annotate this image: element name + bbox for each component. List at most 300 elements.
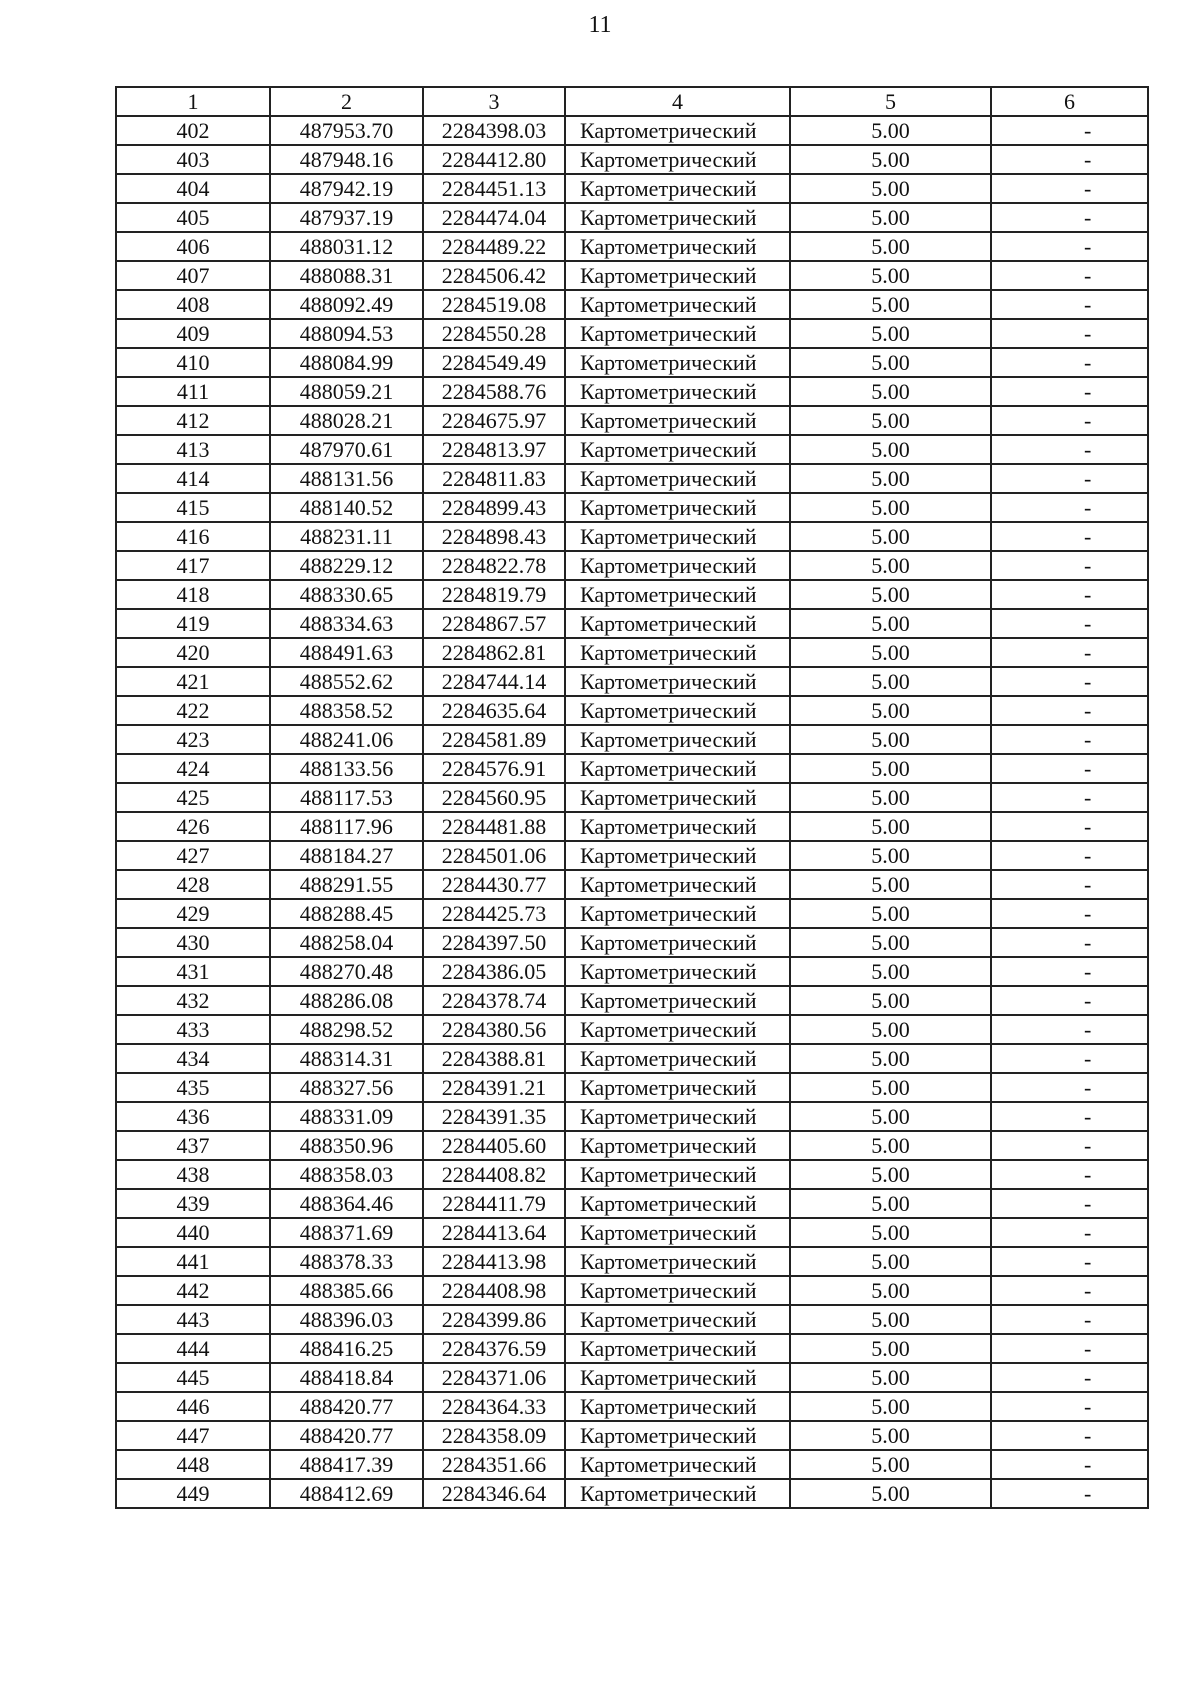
method-cell: Картометрический (565, 1044, 790, 1073)
description-cell: - (991, 1276, 1148, 1305)
description-cell: - (991, 406, 1148, 435)
description-cell: - (991, 1334, 1148, 1363)
accuracy-cell: 5.00 (790, 725, 991, 754)
method-cell: Картометрический (565, 1015, 790, 1044)
accuracy-cell: 5.00 (790, 1102, 991, 1131)
accuracy-cell: 5.00 (790, 261, 991, 290)
y-coordinate-cell: 2284413.64 (423, 1218, 565, 1247)
coordinates-table (115, 86, 1149, 1509)
table-row (116, 1102, 1148, 1131)
method-cell: Картометрический (565, 725, 790, 754)
y-coordinate-cell: 2284811.83 (423, 464, 565, 493)
accuracy-cell: 5.00 (790, 957, 991, 986)
table-row (116, 116, 1148, 145)
accuracy-cell: 5.00 (790, 1276, 991, 1305)
point-number-cell: 411 (116, 377, 270, 406)
point-number-cell: 405 (116, 203, 270, 232)
x-coordinate-cell: 488241.06 (270, 725, 423, 754)
description-cell: - (991, 1421, 1148, 1450)
y-coordinate-cell: 2284576.91 (423, 754, 565, 783)
description-cell: - (991, 812, 1148, 841)
y-coordinate-cell: 2284398.03 (423, 116, 565, 145)
y-coordinate-cell: 2284397.50 (423, 928, 565, 957)
point-number-cell: 440 (116, 1218, 270, 1247)
x-coordinate-cell: 488334.63 (270, 609, 423, 638)
point-number-cell: 407 (116, 261, 270, 290)
accuracy-cell: 5.00 (790, 1305, 991, 1334)
table-row (116, 870, 1148, 899)
table-row (116, 638, 1148, 667)
table-row (116, 1276, 1148, 1305)
table-row (116, 754, 1148, 783)
table-row (116, 319, 1148, 348)
page-number: 11 (588, 12, 612, 38)
description-cell: - (991, 493, 1148, 522)
point-number-cell: 422 (116, 696, 270, 725)
point-number-cell: 448 (116, 1450, 270, 1479)
x-coordinate-cell: 488028.21 (270, 406, 423, 435)
point-number-cell: 443 (116, 1305, 270, 1334)
method-cell: Картометрический (565, 290, 790, 319)
table-row (116, 957, 1148, 986)
y-coordinate-cell: 2284391.21 (423, 1073, 565, 1102)
accuracy-cell: 5.00 (790, 116, 991, 145)
x-coordinate-cell: 488371.69 (270, 1218, 423, 1247)
y-coordinate-cell: 2284489.22 (423, 232, 565, 261)
description-cell: - (991, 580, 1148, 609)
y-coordinate-cell: 2284358.09 (423, 1421, 565, 1450)
description-cell: - (991, 986, 1148, 1015)
accuracy-cell: 5.00 (790, 1015, 991, 1044)
table-row (116, 580, 1148, 609)
y-coordinate-cell: 2284481.88 (423, 812, 565, 841)
x-coordinate-cell: 488117.96 (270, 812, 423, 841)
x-coordinate-cell: 488314.31 (270, 1044, 423, 1073)
x-coordinate-cell: 488330.65 (270, 580, 423, 609)
accuracy-cell: 5.00 (790, 464, 991, 493)
accuracy-cell: 5.00 (790, 1131, 991, 1160)
table-row (116, 261, 1148, 290)
method-cell: Картометрический (565, 667, 790, 696)
accuracy-cell: 5.00 (790, 1247, 991, 1276)
table-row (116, 609, 1148, 638)
x-coordinate-cell: 488331.09 (270, 1102, 423, 1131)
table-row (116, 435, 1148, 464)
accuracy-cell: 5.00 (790, 203, 991, 232)
y-coordinate-cell: 2284371.06 (423, 1363, 565, 1392)
accuracy-cell: 5.00 (790, 319, 991, 348)
header-row (116, 87, 1148, 116)
x-coordinate-cell: 488416.25 (270, 1334, 423, 1363)
x-coordinate-cell: 487942.19 (270, 174, 423, 203)
accuracy-cell: 5.00 (790, 493, 991, 522)
table-row (116, 464, 1148, 493)
method-cell: Картометрический (565, 406, 790, 435)
point-number-cell: 404 (116, 174, 270, 203)
y-coordinate-cell: 2284867.57 (423, 609, 565, 638)
accuracy-cell: 5.00 (790, 986, 991, 1015)
x-coordinate-cell: 488417.39 (270, 1450, 423, 1479)
y-coordinate-cell: 2284430.77 (423, 870, 565, 899)
point-number-cell: 429 (116, 899, 270, 928)
table-row (116, 493, 1148, 522)
y-coordinate-cell: 2284408.82 (423, 1160, 565, 1189)
x-coordinate-cell: 488288.45 (270, 899, 423, 928)
method-cell: Картометрический (565, 1102, 790, 1131)
table-row (116, 1015, 1148, 1044)
table-row (116, 696, 1148, 725)
method-cell: Картометрический (565, 1160, 790, 1189)
accuracy-cell: 5.00 (790, 696, 991, 725)
accuracy-cell: 5.00 (790, 232, 991, 261)
accuracy-cell: 5.00 (790, 1421, 991, 1450)
y-coordinate-cell: 2284388.81 (423, 1044, 565, 1073)
x-coordinate-cell: 488358.03 (270, 1160, 423, 1189)
y-coordinate-cell: 2284412.80 (423, 145, 565, 174)
x-coordinate-cell: 488552.62 (270, 667, 423, 696)
y-coordinate-cell: 2284346.64 (423, 1479, 565, 1508)
method-cell: Картометрический (565, 1334, 790, 1363)
method-cell: Картометрический (565, 348, 790, 377)
table-row (116, 899, 1148, 928)
accuracy-cell: 5.00 (790, 1479, 991, 1508)
description-cell: - (991, 290, 1148, 319)
method-cell: Картометрический (565, 870, 790, 899)
x-coordinate-cell: 488184.27 (270, 841, 423, 870)
point-number-cell: 410 (116, 348, 270, 377)
method-cell: Картометрический (565, 957, 790, 986)
y-coordinate-cell: 2284822.78 (423, 551, 565, 580)
table-row (116, 1479, 1148, 1508)
accuracy-cell: 5.00 (790, 1334, 991, 1363)
accuracy-cell: 5.00 (790, 638, 991, 667)
table-row (116, 1218, 1148, 1247)
x-coordinate-cell: 488031.12 (270, 232, 423, 261)
column-header-description: 6 (991, 87, 1148, 116)
table-row (116, 1044, 1148, 1073)
accuracy-cell: 5.00 (790, 1363, 991, 1392)
method-cell: Картометрический (565, 1218, 790, 1247)
x-coordinate-cell: 488131.56 (270, 464, 423, 493)
description-cell: - (991, 1073, 1148, 1102)
description-cell: - (991, 1363, 1148, 1392)
point-number-cell: 416 (116, 522, 270, 551)
y-coordinate-cell: 2284506.42 (423, 261, 565, 290)
method-cell: Картометрический (565, 1479, 790, 1508)
accuracy-cell: 5.00 (790, 783, 991, 812)
y-coordinate-cell: 2284386.05 (423, 957, 565, 986)
y-coordinate-cell: 2284351.66 (423, 1450, 565, 1479)
point-number-cell: 412 (116, 406, 270, 435)
method-cell: Картометрический (565, 464, 790, 493)
x-coordinate-cell: 488140.52 (270, 493, 423, 522)
x-coordinate-cell: 487937.19 (270, 203, 423, 232)
column-header-method: 4 (565, 87, 790, 116)
accuracy-cell: 5.00 (790, 609, 991, 638)
table-row (116, 783, 1148, 812)
accuracy-cell: 5.00 (790, 145, 991, 174)
method-cell: Картометрический (565, 1392, 790, 1421)
table-row (116, 1131, 1148, 1160)
table-row (116, 348, 1148, 377)
description-cell: - (991, 1160, 1148, 1189)
x-coordinate-cell: 488378.33 (270, 1247, 423, 1276)
method-cell: Картометрический (565, 1305, 790, 1334)
method-cell: Картометрический (565, 812, 790, 841)
method-cell: Картометрический (565, 319, 790, 348)
table-row (116, 841, 1148, 870)
point-number-cell: 408 (116, 290, 270, 319)
table-row (116, 406, 1148, 435)
point-number-cell: 417 (116, 551, 270, 580)
table-row (116, 522, 1148, 551)
description-cell: - (991, 1305, 1148, 1334)
accuracy-cell: 5.00 (790, 1044, 991, 1073)
point-number-cell: 437 (116, 1131, 270, 1160)
y-coordinate-cell: 2284581.89 (423, 725, 565, 754)
method-cell: Картометрический (565, 435, 790, 464)
y-coordinate-cell: 2284391.35 (423, 1102, 565, 1131)
description-cell: - (991, 609, 1148, 638)
accuracy-cell: 5.00 (790, 522, 991, 551)
y-coordinate-cell: 2284560.95 (423, 783, 565, 812)
x-coordinate-cell: 488420.77 (270, 1392, 423, 1421)
table-row (116, 1392, 1148, 1421)
description-cell: - (991, 638, 1148, 667)
table-row (116, 1247, 1148, 1276)
x-coordinate-cell: 488258.04 (270, 928, 423, 957)
method-cell: Картометрический (565, 377, 790, 406)
point-number-cell: 438 (116, 1160, 270, 1189)
point-number-cell: 421 (116, 667, 270, 696)
method-cell: Картометрический (565, 580, 790, 609)
description-cell: - (991, 1131, 1148, 1160)
method-cell: Картометрический (565, 1189, 790, 1218)
description-cell: - (991, 261, 1148, 290)
accuracy-cell: 5.00 (790, 667, 991, 696)
description-cell: - (991, 435, 1148, 464)
table-row (116, 928, 1148, 957)
column-header-point-number: 1 (116, 87, 270, 116)
table-row (116, 551, 1148, 580)
description-cell: - (991, 1392, 1148, 1421)
y-coordinate-cell: 2284550.28 (423, 319, 565, 348)
accuracy-cell: 5.00 (790, 580, 991, 609)
description-cell: - (991, 203, 1148, 232)
x-coordinate-cell: 488094.53 (270, 319, 423, 348)
point-number-cell: 420 (116, 638, 270, 667)
x-coordinate-cell: 488364.46 (270, 1189, 423, 1218)
description-cell: - (991, 522, 1148, 551)
method-cell: Картометрический (565, 841, 790, 870)
x-coordinate-cell: 488327.56 (270, 1073, 423, 1102)
table-row (116, 1189, 1148, 1218)
method-cell: Картометрический (565, 1131, 790, 1160)
column-header-accuracy: 5 (790, 87, 991, 116)
description-cell: - (991, 1450, 1148, 1479)
description-cell: - (991, 1218, 1148, 1247)
y-coordinate-cell: 2284501.06 (423, 841, 565, 870)
column-header-y: 3 (423, 87, 565, 116)
point-number-cell: 444 (116, 1334, 270, 1363)
point-number-cell: 447 (116, 1421, 270, 1450)
description-cell: - (991, 841, 1148, 870)
table-row (116, 1160, 1148, 1189)
x-coordinate-cell: 488229.12 (270, 551, 423, 580)
x-coordinate-cell: 488418.84 (270, 1363, 423, 1392)
method-cell: Картометрический (565, 1276, 790, 1305)
method-cell: Картометрический (565, 522, 790, 551)
table-row (116, 203, 1148, 232)
point-number-cell: 436 (116, 1102, 270, 1131)
point-number-cell: 403 (116, 145, 270, 174)
x-coordinate-cell: 487948.16 (270, 145, 423, 174)
description-cell: - (991, 1102, 1148, 1131)
table-row (116, 667, 1148, 696)
method-cell: Картометрический (565, 261, 790, 290)
y-coordinate-cell: 2284519.08 (423, 290, 565, 319)
y-coordinate-cell: 2284862.81 (423, 638, 565, 667)
description-cell: - (991, 957, 1148, 986)
accuracy-cell: 5.00 (790, 435, 991, 464)
description-cell: - (991, 725, 1148, 754)
accuracy-cell: 5.00 (790, 406, 991, 435)
description-cell: - (991, 174, 1148, 203)
description-cell: - (991, 232, 1148, 261)
point-number-cell: 425 (116, 783, 270, 812)
accuracy-cell: 5.00 (790, 870, 991, 899)
table-row (116, 290, 1148, 319)
point-number-cell: 442 (116, 1276, 270, 1305)
description-cell: - (991, 667, 1148, 696)
accuracy-cell: 5.00 (790, 1160, 991, 1189)
accuracy-cell: 5.00 (790, 1218, 991, 1247)
point-number-cell: 409 (116, 319, 270, 348)
method-cell: Картометрический (565, 1073, 790, 1102)
x-coordinate-cell: 488286.08 (270, 986, 423, 1015)
description-cell: - (991, 754, 1148, 783)
x-coordinate-cell: 488088.31 (270, 261, 423, 290)
y-coordinate-cell: 2284899.43 (423, 493, 565, 522)
table-row (116, 1450, 1148, 1479)
y-coordinate-cell: 2284744.14 (423, 667, 565, 696)
y-coordinate-cell: 2284378.74 (423, 986, 565, 1015)
table-row (116, 174, 1148, 203)
method-cell: Картометрический (565, 783, 790, 812)
description-cell: - (991, 1479, 1148, 1508)
point-number-cell: 414 (116, 464, 270, 493)
point-number-cell: 423 (116, 725, 270, 754)
x-coordinate-cell: 488133.56 (270, 754, 423, 783)
description-cell: - (991, 870, 1148, 899)
description-cell: - (991, 899, 1148, 928)
x-coordinate-cell: 488491.63 (270, 638, 423, 667)
y-coordinate-cell: 2284675.97 (423, 406, 565, 435)
description-cell: - (991, 464, 1148, 493)
point-number-cell: 427 (116, 841, 270, 870)
description-cell: - (991, 377, 1148, 406)
table-row (116, 1073, 1148, 1102)
accuracy-cell: 5.00 (790, 1392, 991, 1421)
point-number-cell: 431 (116, 957, 270, 986)
point-number-cell: 439 (116, 1189, 270, 1218)
y-coordinate-cell: 2284411.79 (423, 1189, 565, 1218)
method-cell: Картометрический (565, 899, 790, 928)
y-coordinate-cell: 2284364.33 (423, 1392, 565, 1421)
y-coordinate-cell: 2284813.97 (423, 435, 565, 464)
accuracy-cell: 5.00 (790, 348, 991, 377)
x-coordinate-cell: 488117.53 (270, 783, 423, 812)
accuracy-cell: 5.00 (790, 290, 991, 319)
y-coordinate-cell: 2284549.49 (423, 348, 565, 377)
y-coordinate-cell: 2284376.59 (423, 1334, 565, 1363)
point-number-cell: 441 (116, 1247, 270, 1276)
table-row (116, 812, 1148, 841)
method-cell: Картометрический (565, 203, 790, 232)
accuracy-cell: 5.00 (790, 812, 991, 841)
table-row (116, 1363, 1148, 1392)
method-cell: Картометрический (565, 638, 790, 667)
table-row (116, 1334, 1148, 1363)
y-coordinate-cell: 2284399.86 (423, 1305, 565, 1334)
accuracy-cell: 5.00 (790, 1073, 991, 1102)
x-coordinate-cell: 488291.55 (270, 870, 423, 899)
description-cell: - (991, 319, 1148, 348)
table-row (116, 986, 1148, 1015)
description-cell: - (991, 145, 1148, 174)
method-cell: Картометрический (565, 1450, 790, 1479)
accuracy-cell: 5.00 (790, 1450, 991, 1479)
method-cell: Картометрический (565, 1247, 790, 1276)
description-cell: - (991, 551, 1148, 580)
y-coordinate-cell: 2284451.13 (423, 174, 565, 203)
method-cell: Картометрический (565, 696, 790, 725)
table-body (116, 116, 1148, 1508)
table-header (116, 87, 1148, 116)
y-coordinate-cell: 2284408.98 (423, 1276, 565, 1305)
x-coordinate-cell: 488420.77 (270, 1421, 423, 1450)
method-cell: Картометрический (565, 493, 790, 522)
x-coordinate-cell: 488231.11 (270, 522, 423, 551)
x-coordinate-cell: 488084.99 (270, 348, 423, 377)
description-cell: - (991, 696, 1148, 725)
table-row (116, 725, 1148, 754)
y-coordinate-cell: 2284425.73 (423, 899, 565, 928)
table-row (116, 1305, 1148, 1334)
x-coordinate-cell: 488412.69 (270, 1479, 423, 1508)
point-number-cell: 432 (116, 986, 270, 1015)
point-number-cell: 449 (116, 1479, 270, 1508)
description-cell: - (991, 348, 1148, 377)
accuracy-cell: 5.00 (790, 928, 991, 957)
y-coordinate-cell: 2284405.60 (423, 1131, 565, 1160)
y-coordinate-cell: 2284474.04 (423, 203, 565, 232)
method-cell: Картометрический (565, 928, 790, 957)
point-number-cell: 426 (116, 812, 270, 841)
point-number-cell: 445 (116, 1363, 270, 1392)
method-cell: Картометрический (565, 232, 790, 261)
y-coordinate-cell: 2284588.76 (423, 377, 565, 406)
y-coordinate-cell: 2284380.56 (423, 1015, 565, 1044)
y-coordinate-cell: 2284635.64 (423, 696, 565, 725)
description-cell: - (991, 116, 1148, 145)
point-number-cell: 430 (116, 928, 270, 957)
method-cell: Картометрический (565, 754, 790, 783)
description-cell: - (991, 783, 1148, 812)
method-cell: Картометрический (565, 609, 790, 638)
x-coordinate-cell: 487970.61 (270, 435, 423, 464)
x-coordinate-cell: 488385.66 (270, 1276, 423, 1305)
